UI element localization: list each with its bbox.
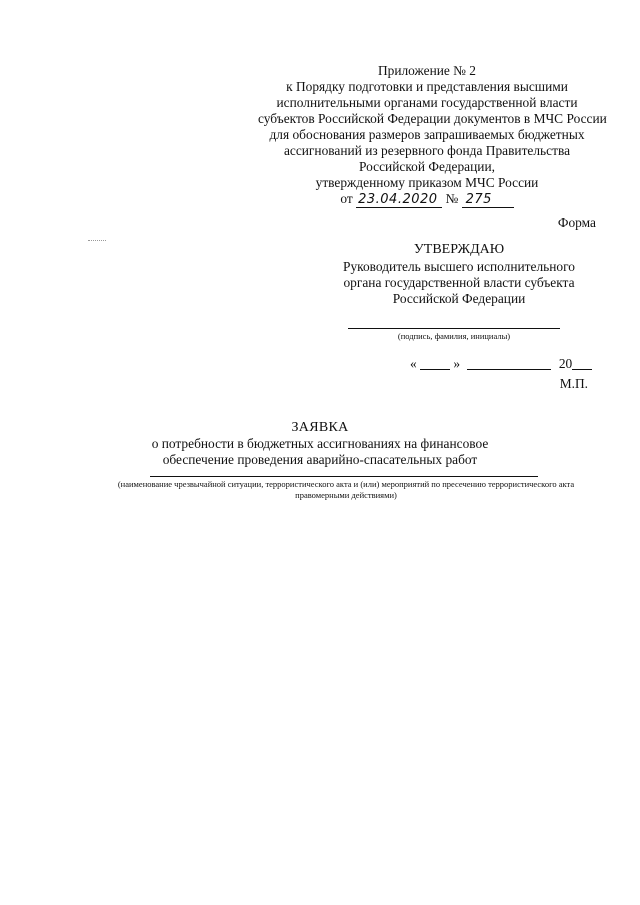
appendix-line: к Порядку подготовки и представления высшими xyxy=(286,79,568,94)
stamp-place-label: М.П. xyxy=(559,376,588,391)
month-blank xyxy=(467,357,551,370)
appendix-line: утвержденному приказом МЧС России xyxy=(315,175,539,190)
appendix-line: для обоснования размеров запрашиваемых бюджетных xyxy=(269,127,585,142)
form-label: Форма xyxy=(557,215,596,230)
caption-line: правомерными действиями) xyxy=(295,490,397,500)
scan-mark xyxy=(88,240,106,241)
approval-date-row xyxy=(410,356,592,372)
approval-line: органа государственной власти субъекта xyxy=(343,275,575,290)
year-blank xyxy=(572,357,592,370)
appendix-title: Приложение № 2 xyxy=(377,63,477,78)
number-sign: № xyxy=(445,191,459,206)
approval-line: Российской Федерации xyxy=(392,291,526,306)
year-prefix: 20 xyxy=(558,356,573,371)
request-block xyxy=(118,420,522,468)
day-blank xyxy=(420,357,450,370)
signature-caption: (подпись, фамилия, инициалы) xyxy=(397,331,511,341)
appendix-line: субъектов Российской Федерации документов в МЧС России xyxy=(258,111,607,126)
approval-line: Руководитель высшего исполнительного xyxy=(343,259,575,274)
emergency-name-line xyxy=(150,476,538,477)
request-title: ЗАЯВКА xyxy=(291,420,349,435)
caption-line: (наименование чрезвычайной ситуации, террористического акта и (или) мероприятий по пресечению террористического акта xyxy=(117,479,575,489)
date-prefix: от xyxy=(340,191,353,206)
signature-line xyxy=(348,328,560,329)
handwritten-order-number: 275 xyxy=(462,193,514,208)
appendix-line: исполнительными органами государственной власти xyxy=(276,95,578,110)
order-date-row xyxy=(258,191,596,208)
request-line: обеспечение проведения аварийно-спасательных работ xyxy=(162,452,478,467)
open-quote: « xyxy=(410,356,417,371)
request-line: о потребности в бюджетных ассигнованиях на финансовое xyxy=(151,436,489,451)
approval-block xyxy=(328,242,590,307)
close-quote: » xyxy=(453,356,461,371)
appendix-line: Российской Федерации, xyxy=(359,159,495,174)
appendix-header xyxy=(258,63,607,208)
handwritten-date: 23.04.2020 xyxy=(356,193,442,208)
emergency-name-caption xyxy=(96,479,596,501)
appendix-line: ассигнований из резервного фонда Правительства xyxy=(283,143,571,158)
approval-title: УТВЕРЖДАЮ xyxy=(413,242,505,257)
